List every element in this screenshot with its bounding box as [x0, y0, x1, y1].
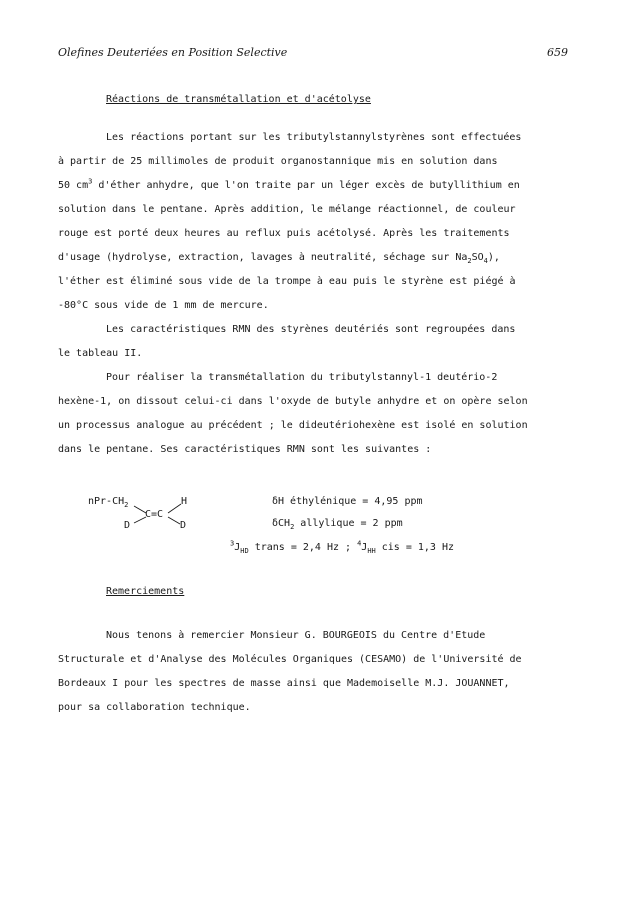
text-line: Bordeaux I pour les spectres de masse ainsi que Mademoiselle M.J. JOUANNET, — [58, 678, 510, 689]
substituent-npr-ch2 — [88, 496, 128, 507]
text-run: J — [234, 542, 241, 553]
paragraph-procedure — [58, 126, 568, 318]
subscript: 2 — [124, 501, 129, 509]
text-run: d'usage (hydrolyse, extraction, lavages à neutralité, séchage sur Na — [58, 252, 468, 263]
section-title-reactions: Réactions de transmétallation et d'acétolyse — [106, 94, 371, 105]
text-run: 50 cm — [58, 180, 89, 191]
nmr-coupling-constants — [230, 539, 455, 555]
substituent-h: H — [181, 496, 188, 507]
nmr-ethylenic-shift: δH éthylénique = 4,95 ppm — [272, 496, 423, 507]
page-number: 659 — [547, 46, 568, 59]
subscript: 4 — [483, 257, 488, 265]
text-line: rouge est porté deux heures au reflux puis acétolysé. Après les traitements — [58, 228, 510, 239]
substituent-d-left: D — [124, 520, 131, 531]
text-line: Structurale et d'Analyse des Molécules Organiques (CESAMO) de l'Université de — [58, 654, 522, 665]
subscript: 2 — [467, 257, 472, 265]
text-run: trans = 2,4 Hz ; — [248, 542, 358, 553]
text-run: J — [361, 542, 368, 553]
superscript: 3 — [88, 177, 93, 186]
text-line: un processus analogue au précédent ; le dideutériohexène est isolé en solution — [58, 420, 528, 431]
text-line: dans le pentane. Ses caractéristiques RMN sont les suivantes : — [58, 444, 432, 455]
section-title-acknowledgements: Remerciements — [106, 586, 185, 597]
superscript: 4 — [357, 539, 362, 548]
text-run: δCH — [272, 518, 291, 529]
text-line: le tableau II. — [58, 348, 143, 359]
running-head — [58, 46, 568, 59]
text-line: à partir de 25 millimoles de produit organostannique mis en solution dans — [58, 156, 498, 167]
text-line: hexène-1, on dissout celui-ci dans l'oxyde de butyle anhydre et on opère selon — [58, 396, 528, 407]
subscript: HD — [240, 547, 249, 555]
double-bond-cc: C=C — [145, 509, 164, 520]
text-line — [58, 174, 568, 198]
text-line: l'éther est éliminé sous vide de la trompe à eau puis le styrène est piégé à — [58, 276, 516, 287]
dideuteriohexene-structure — [88, 496, 208, 532]
text-line: Les caractéristiques RMN des styrènes deutériés sont regroupées dans — [106, 324, 516, 335]
paragraph-transmetallation — [58, 366, 568, 462]
superscript: 3 — [230, 539, 235, 548]
running-title: Olefines Deuteriées en Position Selective — [58, 46, 288, 59]
text-run: nPr-CH — [88, 496, 125, 507]
paragraph-nmr-reference — [58, 318, 568, 366]
subscript: 2 — [290, 523, 295, 531]
text-line: -80°C sous vide de 1 mm de mercure. — [58, 300, 269, 311]
text-line: Pour réaliser la transmétallation du tributylstannyl-1 deutério-2 — [106, 372, 498, 383]
text-line: solution dans le pentane. Après addition, le mélange réactionnel, de couleur — [58, 204, 516, 215]
text-line: Les réactions portant sur les tributylstannylstyrènes sont effectuées — [106, 132, 522, 143]
text-run: ), — [487, 252, 500, 263]
text-run: cis = 1,3 Hz — [375, 542, 455, 553]
text-line: pour sa collaboration technique. — [58, 702, 251, 713]
text-run: d'éther anhydre, que l'on traite par un léger excès de butyllithium en — [92, 180, 520, 191]
text-line: Nous tenons à remercier Monsieur G. BOURGEOIS du Centre d'Etude — [106, 630, 486, 641]
subscript: HH — [367, 547, 376, 555]
text-run: allylique = 2 ppm — [294, 518, 403, 529]
nmr-allylic-shift — [272, 518, 403, 529]
text-run: SO — [471, 252, 484, 263]
substituent-d-right: D — [180, 520, 187, 531]
paragraph-acknowledgements — [58, 624, 568, 720]
text-line — [58, 246, 568, 270]
